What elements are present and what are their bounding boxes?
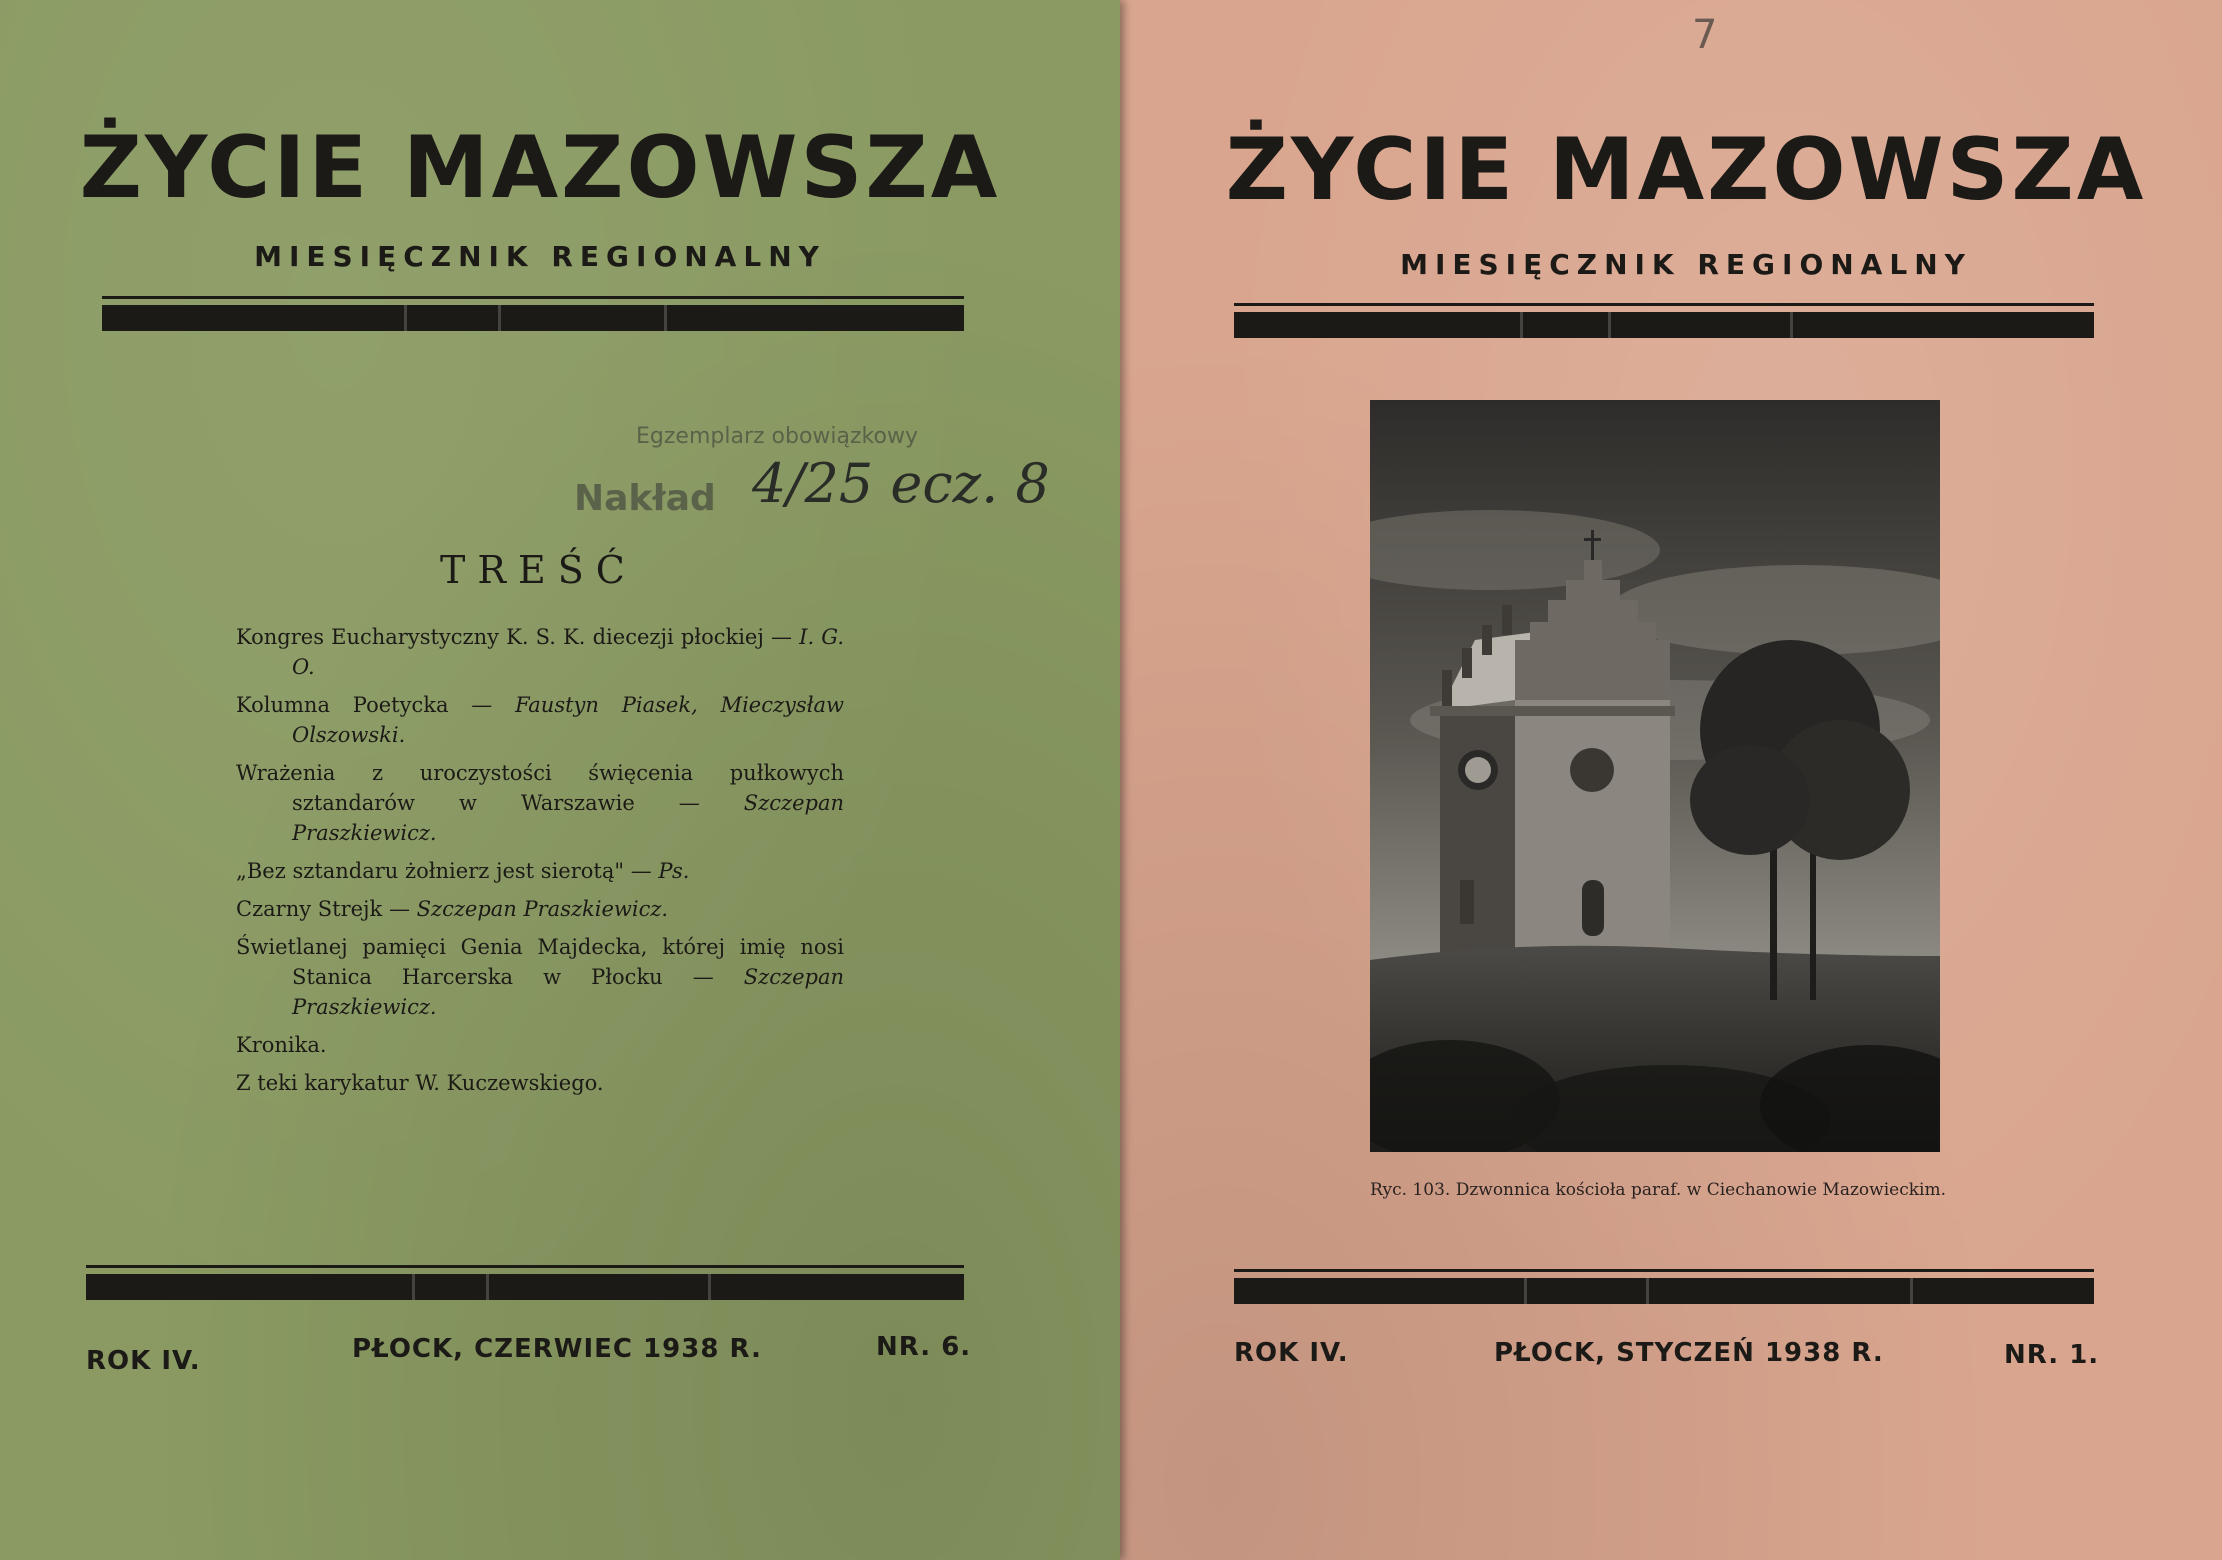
toc-entry-author: Ps. [658,859,690,883]
right-footer-rule [1234,1278,2094,1304]
toc-entry-author: Szczepan Praszkiewicz. [292,791,844,845]
toc-entry-author: I. G. O. [292,625,844,679]
right-cover-subtitle: MIESIĘCZNIK REGIONALNY [1400,248,1972,281]
toc-entry [236,622,844,682]
left-footer-number: NR. 6. [876,1332,972,1362]
toc-entry [236,1068,844,1098]
left-footer-rule [86,1274,964,1300]
left-footer-year: ROK IV. [86,1346,201,1376]
toc-entry-title: Kronika. [236,1033,327,1057]
handwritten-number: 4/25 ecz. 8 [752,452,1050,515]
right-header-thin-rule [1234,303,2094,306]
right-footer-place-date: PŁOCK, STYCZEŃ 1938 R. [1494,1338,1884,1368]
toc-entry-title: Z teki karykatur W. Kuczewskiego. [236,1071,604,1095]
right-header-rule [1234,312,2094,338]
left-cover-subtitle: MIESIĘCZNIK REGIONALNY [254,240,826,273]
left-footer-place-date: PŁOCK, CZERWIEC 1938 R. [352,1334,762,1364]
toc-entry-title: „Bez sztandaru żołnierz jest sierotą" — [236,859,659,883]
toc-entry-author: Szczepan Praszkiewicz. [292,965,844,1019]
toc-heading: TREŚĆ [440,548,637,592]
right-footer-number: NR. 1. [2004,1340,2100,1370]
toc-entry [236,1030,844,1060]
toc-entry [236,690,844,750]
toc-entry-author: Szczepan Praszkiewicz. [416,897,669,921]
left-cover-title: ŻYCIE MAZOWSZA [79,118,1001,218]
toc-entry-author: Faustyn Piasek, Mieczysław Olszowski. [292,693,844,747]
table-of-contents [236,622,844,1106]
toc-entry [236,932,844,1022]
right-footer-thin-rule [1234,1269,2094,1272]
toc-entry-title: Wrażenia z uroczystości święcenia pułkowych sztandarów w Warszawie — [236,761,844,815]
stamp-text-top: Egzemplarz obowiązkowy [636,424,918,449]
right-footer-year: ROK IV. [1234,1338,1349,1368]
toc-entry [236,758,844,848]
photo-caption: Ryc. 103. Dzwonnica kościoła paraf. w Ciechanowie Mazowieckim. [1370,1180,1946,1200]
toc-entry-title: Czarny Strejk — [236,897,417,921]
toc-entry [236,856,844,886]
left-header-rule [102,305,964,331]
bell-tower-photo [1370,400,1940,1152]
right-cover-title: ŻYCIE MAZOWSZA [1225,120,2147,220]
toc-entry-title: Kongres Eucharystyczny K. S. K. diecezji płockiej — [236,625,800,649]
left-header-thin-rule [102,296,964,299]
toc-entry-title: Kolumna Poetycka — [236,693,516,717]
toc-entry-title: Świetlanej pamięci Genia Majdecka, której imię nosi Stanica Harcerska w Płocku — [236,935,844,989]
corner-pencil-mark: 7 [1692,12,1718,58]
left-footer-thin-rule [86,1265,964,1268]
toc-entry [236,894,844,924]
stamp-text-naklad: Nakład [574,478,716,519]
